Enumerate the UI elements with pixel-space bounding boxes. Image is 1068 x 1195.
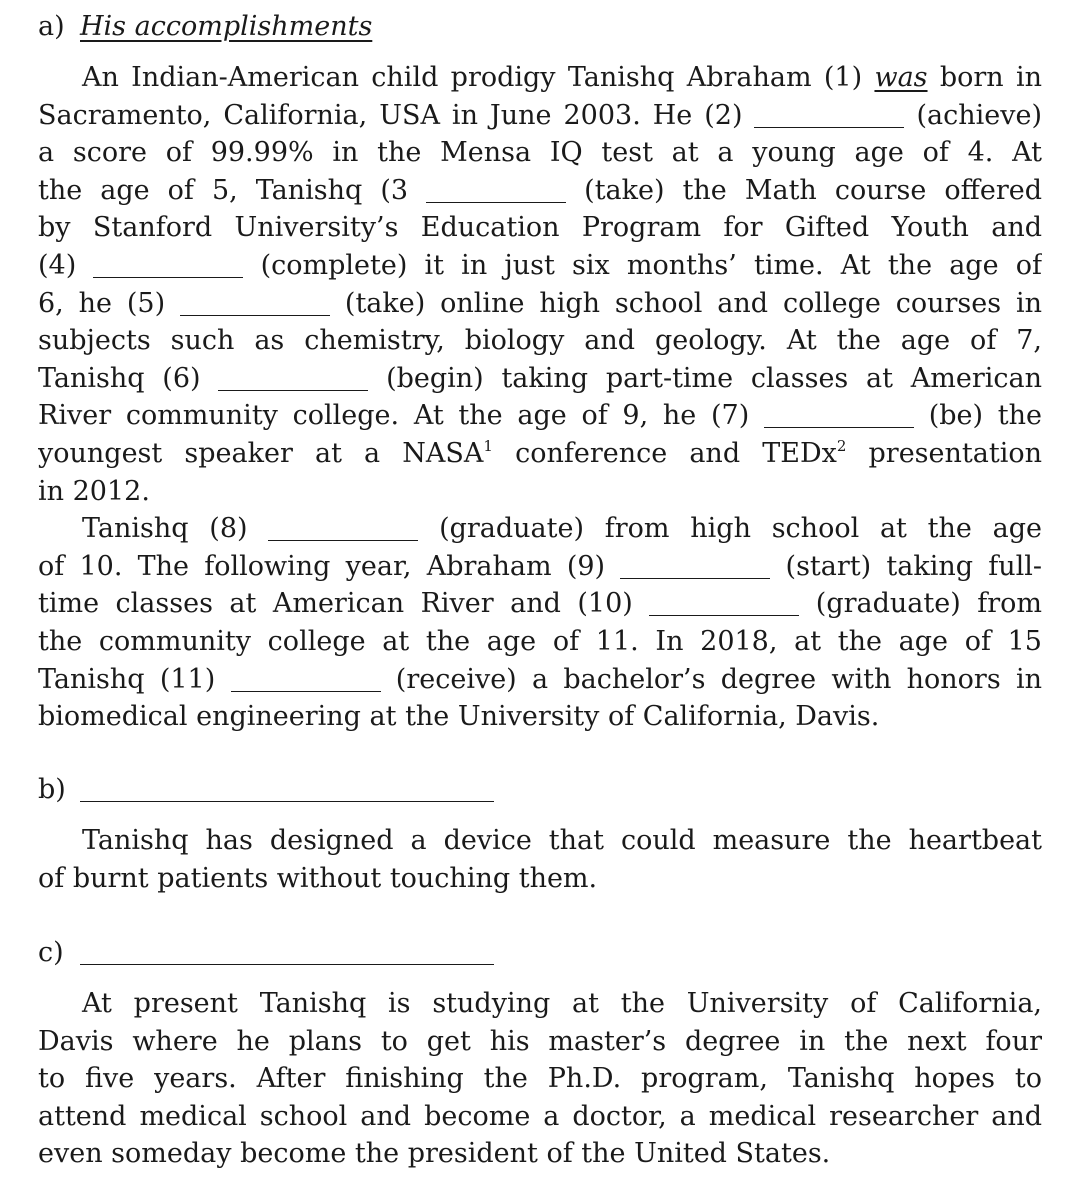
section-b-text: [38, 822, 1042, 897]
text-line: subjects such as chemistry, biology and geology. At the age of 7,: [38, 325, 1042, 357]
footnote-mark: 2: [836, 436, 847, 455]
answer-blank-5[interactable]: [180, 315, 330, 316]
text-line: in 2012.: [38, 475, 150, 507]
text-line: time classes at American River and (10) (graduate) from: [38, 588, 1042, 620]
text-line: biomedical engineering at the University of California, Davis.: [38, 701, 880, 733]
section-c-heading: [38, 938, 494, 968]
example-answer: was: [874, 62, 928, 93]
section-a-text: [38, 59, 1042, 736]
section-a-letter: a): [38, 11, 65, 42]
section-b-letter: b): [38, 774, 66, 805]
text-line: a score of 99.99% in the Mensa IQ test at a young age of 4. At: [38, 137, 1042, 169]
section-b-heading: [38, 775, 494, 805]
section-a-title: His accomplishments: [80, 11, 373, 42]
text-line: attend medical school and become a doctor, a medical researcher and: [38, 1100, 1042, 1132]
text-line: the age of 5, Tanishq (3 (take) the Math course offered: [38, 174, 1042, 206]
section-c-letter: c): [38, 937, 64, 968]
section-c-text: [38, 985, 1042, 1173]
answer-blank-6[interactable]: [218, 390, 368, 391]
text-line: youngest speaker at a NASA$^1$ conference and TEDx$^2$ presentation: [38, 436, 1042, 469]
text-line: of 10. The following year, Abraham (9) (start) taking full-: [38, 550, 1042, 582]
section-b-title-blank[interactable]: [80, 801, 494, 802]
text-line: Tanishq (6) (begin) taking part-time classes at American: [38, 362, 1042, 394]
text-line: An Indian-American child prodigy Tanishq Abraham (1) was born in: [82, 62, 1042, 93]
text-line: by Stanford University’s Education Program for Gifted Youth and: [38, 212, 1042, 244]
answer-blank-11[interactable]: [231, 691, 381, 692]
section-a-heading: [38, 12, 372, 42]
text-line: Davis where he plans to get his master’s degree in the next four: [38, 1025, 1042, 1057]
footnote-mark: 1: [483, 436, 493, 455]
answer-blank-8[interactable]: [268, 540, 418, 541]
answer-blank-10[interactable]: [649, 615, 799, 616]
section-c-title-blank[interactable]: [80, 964, 494, 965]
answer-blank-2[interactable]: [754, 127, 904, 128]
text-line: Tanishq has designed a device that could measure the heartbeat: [82, 825, 1042, 856]
text-line: the community college at the age of 11. In 2018, at the age of 15: [38, 625, 1042, 657]
answer-blank-4[interactable]: [93, 277, 243, 278]
text-line: River community college. At the age of 9, he (7) (be) the: [38, 400, 1042, 432]
answer-blank-9[interactable]: [620, 578, 770, 579]
text-line: even someday become the president of the United States.: [38, 1138, 831, 1170]
text-line: to five years. After finishing the Ph.D. program, Tanishq hopes to: [38, 1063, 1042, 1095]
text-line: Sacramento, California, USA in June 2003. He (2) (achieve): [38, 99, 1042, 131]
text-line: of burnt patients without touching them.: [38, 862, 598, 894]
text-line: (4) (complete) it in just six months’ time. At the age of: [38, 249, 1042, 281]
answer-blank-7[interactable]: [764, 427, 914, 428]
text-line: At present Tanishq is studying at the University of California,: [82, 988, 1042, 1019]
answer-blank-3[interactable]: [426, 202, 566, 203]
text-line: Tanishq (8) (graduate) from high school at the age: [82, 513, 1042, 545]
text-line: 6, he (5) (take) online high school and college courses in: [38, 287, 1042, 319]
text-line: Tanishq (11) (receive) a bachelor’s degree with honors in: [38, 663, 1042, 695]
